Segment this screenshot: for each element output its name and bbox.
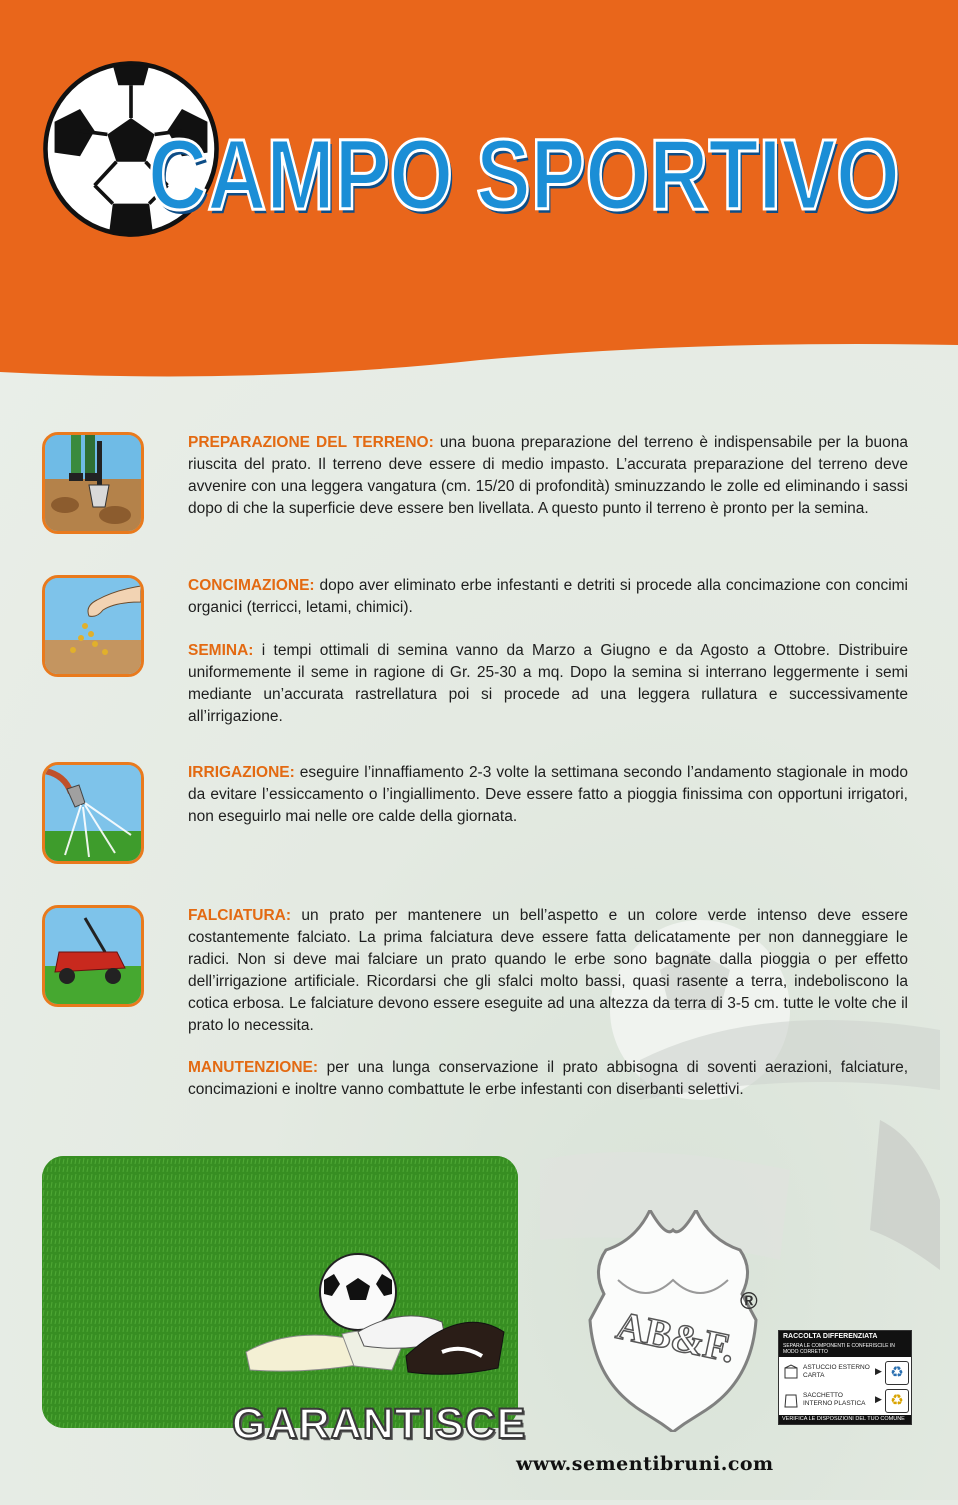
recycling-label: ASTUCCIO ESTERNO CARTA — [803, 1364, 870, 1379]
arrow-right-icon: ▶ — [875, 1394, 882, 1404]
section-irrigazione — [188, 762, 908, 828]
recycling-label: SACCHETTO INTERNO PLASTICA — [803, 1392, 866, 1407]
spade-digging-icon — [42, 432, 144, 534]
recycling-footer: VERIFICA LE DISPOSIZIONI DEL TUO COMUNE — [779, 1415, 911, 1424]
hand-sowing-icon — [42, 575, 144, 677]
section-preparazione — [188, 432, 908, 520]
page-title: CAMPO SPORTIVO — [148, 119, 900, 231]
lawn-mower-icon — [42, 905, 144, 1007]
section-label: PREPARAZIONE DEL TERRENO: — [188, 434, 434, 451]
section-label: CONCIMAZIONE: — [188, 577, 315, 594]
section-label: SEMINA: — [188, 642, 254, 659]
website-url: www.sementibruni.com — [516, 1453, 774, 1475]
recycle-paper-icon: ♻ — [885, 1361, 909, 1385]
recycle-plastic-icon: ♻ — [885, 1389, 909, 1413]
recycling-subheading: SEPARA LE COMPONENTI E CONFERISCILE IN MODO CORRETTO — [779, 1343, 911, 1357]
recycling-row-plastica — [783, 1389, 909, 1411]
section-concimazione — [188, 575, 908, 619]
recycling-info-box — [778, 1330, 912, 1425]
section-falciatura — [188, 905, 908, 1037]
arrow-right-icon: ▶ — [875, 1366, 882, 1376]
section-label: IRRIGAZIONE: — [188, 764, 295, 781]
section-text: per una lunga conservazione il prato abbisogna di soventi aerazioni, falciature, concimazioni e inoltre vanno combattute le erbe infestanti con diserbanti selettivi. — [188, 1059, 908, 1098]
hose-watering-icon — [42, 762, 144, 864]
section-text: un prato per mantenere un bell’aspetto e un colore verde intenso deve essere costantemente falciato. La prima falciatura deve essere fatta delicatamente per non danneggiare le radici. Non si deve mai falciare un prato quando le erbe sono bagnate dalla pioggia o per effetto dell’irrigazione artificiale. Ricordarsi che gli sfalci molto bassi, quasi rasente a terra, indeboliscono la cotica erbosa. Le falciature devono essere eseguite ad una altezza da terra di 3-5 cm. tutte le volte che il prato lo necessita. — [188, 907, 908, 1034]
logo-lettering: AB&F. — [612, 1302, 740, 1372]
registered-mark: ® — [740, 1288, 758, 1315]
guarantee-text: GARANTISCE — [232, 1400, 527, 1448]
box-icon — [783, 1364, 799, 1380]
abf-tulip-logo — [566, 1210, 780, 1432]
section-label: MANUTENZIONE: — [188, 1059, 319, 1076]
section-semina — [188, 640, 908, 728]
recycling-heading: RACCOLTA DIFFERENZIATA — [779, 1331, 911, 1343]
recycling-row-carta — [783, 1361, 909, 1383]
section-manutenzione — [188, 1057, 908, 1101]
bag-icon — [783, 1392, 799, 1408]
soccer-ball-icon — [320, 1254, 396, 1330]
section-text: i tempi ottimali di semina vanno da Marzo a Giugno e da Agosto a Ottobre. Distribuire uniformemente il seme in ragione di Gr. 25-30 a mq. Dopo la semina si interrano leggermente i semi mediante un’accurata rastrellatura poi si procede ad una leggera rullatura e successivamente all’irrigazione. — [188, 642, 908, 725]
header-banner — [0, 0, 958, 390]
grass-photo — [42, 1156, 518, 1428]
section-text: una buona preparazione del terreno è indispensabile per la buona riuscita del prato. Il terreno deve essere di medio impasto. L’accurata preparazione del terreno deve avvenire con una leggera vangatura (cm. 15/20 di profondità) sminuzzando le zolle ed eliminando i sassi dopo di che la superficie deve essere ben livellata. A questo punto il terreno è pronto per la semina. — [188, 434, 908, 517]
section-label: FALCIATURA: — [188, 907, 292, 924]
section-text: eseguire l’innaffiamento 2-3 volte la settimana secondo l’andamento stagionale in modo da evitare l’essiccamento o l’ingiallimento. Deve essere fatto a pioggia finissima con opportuni irrigatori, non eseguirlo mai nelle ore calde della giornata. — [188, 764, 908, 825]
section-text: dopo aver eliminato erbe infestanti e detriti si procede alla concimazione con concimi organici (terricci, letami, chimici). — [188, 577, 908, 616]
